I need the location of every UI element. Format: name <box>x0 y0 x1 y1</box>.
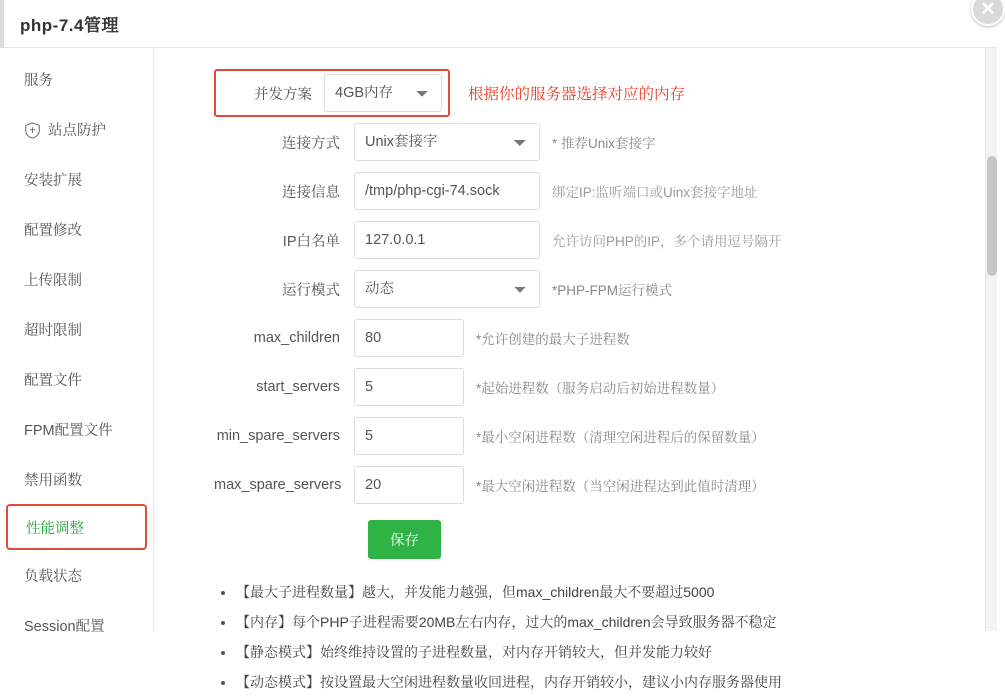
sidebar-item-label: 配置文件 <box>24 372 82 389</box>
notes-list <box>214 577 997 697</box>
list-item: • 【内存】每个PHP子进程需要20MB左右内存，过大的max_children会导致服务器不稳定 <box>236 607 997 637</box>
form-row-connection-info <box>214 172 997 210</box>
list-item: • 【最大子进程数量】越大，并发能力越强，但max_children最大不要超过5000 <box>236 577 997 607</box>
connection-info-input[interactable] <box>354 172 540 210</box>
page-title: php-7.4管理 <box>20 16 119 35</box>
sidebar-item-label: 配置修改 <box>24 222 82 239</box>
form-row-min-spare-servers <box>214 417 997 455</box>
min-spare-servers-hint: *最小空闲进程数（清理空闲进程后的保留数量） <box>476 430 765 445</box>
form-row-connection-type <box>214 123 997 161</box>
form-row-max-spare-servers <box>214 466 997 504</box>
sidebar-item-label: 负载状态 <box>24 568 82 585</box>
ip-whitelist-label: IP白名单 <box>282 233 340 250</box>
concurrency-plan-control <box>324 74 442 112</box>
sidebar-item-config-file[interactable] <box>0 354 153 404</box>
form-row-ip-whitelist <box>214 221 997 259</box>
sidebar-item-label: 性能调整 <box>26 520 84 537</box>
run-mode-select[interactable] <box>354 270 540 308</box>
sidebar-item-load-status[interactable] <box>0 550 153 600</box>
sidebar <box>0 48 154 635</box>
concurrency-plan-select[interactable] <box>324 74 442 112</box>
max-children-input[interactable] <box>354 319 464 357</box>
ip-whitelist-input[interactable] <box>354 221 540 259</box>
sidebar-item-disabled-functions[interactable] <box>0 454 153 504</box>
close-icon[interactable]: ✕ <box>971 0 1005 26</box>
start-servers-hint: *起始进程数（服务启动后初始进程数量） <box>476 381 725 396</box>
form-row-run-mode <box>214 270 997 308</box>
max-children-hint: *允许创建的最大子进程数 <box>476 332 630 347</box>
sidebar-item-site-protect[interactable] <box>0 104 153 154</box>
sidebar-item-session-config[interactable] <box>0 600 153 650</box>
sidebar-item-label: 超时限制 <box>24 322 82 339</box>
form-row-start-servers <box>214 368 997 406</box>
connection-info-hint: 绑定IP:监听端口或Uinx套接字地址 <box>552 185 758 200</box>
max-children-label: max_children <box>253 330 340 346</box>
sidebar-item-label: 上传限制 <box>24 272 82 289</box>
shield-icon <box>24 122 41 139</box>
form-row-max-children <box>214 319 997 357</box>
sidebar-item-label: 服务 <box>24 72 53 89</box>
connection-type-label: 连接方式 <box>282 135 340 152</box>
start-servers-input[interactable] <box>354 368 464 406</box>
list-item: • 【动态模式】按设置最大空闲进程数量收回进程，内存开销较小，建议小内存服务器使用 <box>236 667 997 697</box>
concurrency-plan-label: 并发方案 <box>254 86 312 103</box>
content-scrollbar[interactable] <box>985 48 997 631</box>
sidebar-item-timeout-limit[interactable] <box>0 304 153 354</box>
ip-whitelist-hint: 允许访问PHP的IP，多个请用逗号隔开 <box>552 234 782 249</box>
max-spare-servers-hint: *最大空闲进程数（当空闲进程达到此值时清理） <box>476 479 765 494</box>
connection-type-hint: * 推荐Unix套接字 <box>552 136 656 151</box>
sidebar-item-service[interactable] <box>0 54 153 104</box>
connection-info-label: 连接信息 <box>282 184 340 201</box>
min-spare-servers-input[interactable] <box>354 417 464 455</box>
sidebar-item-upload-limit[interactable] <box>0 254 153 304</box>
sidebar-item-label: 禁用函数 <box>24 472 82 489</box>
concurrency-plan-note: 根据你的服务器选择对应的内存 <box>468 86 686 103</box>
sidebar-item-label: 安装扩展 <box>24 172 82 189</box>
sidebar-item-performance-tuning[interactable] <box>6 504 147 550</box>
sidebar-item-label: Session配置 <box>24 618 105 635</box>
content-scrollbar-thumb[interactable] <box>987 156 997 276</box>
sidebar-item-label: 站点防护 <box>48 122 106 139</box>
max-spare-servers-label: max_spare_servers <box>214 477 342 493</box>
save-row <box>368 520 997 559</box>
start-servers-label: start_servers <box>256 379 340 395</box>
modal-body <box>0 48 997 690</box>
list-item: • 【静态模式】始终维持设置的子进程数量，对内存开销较大，但并发能力较好 <box>236 637 997 667</box>
connection-type-select[interactable] <box>354 123 540 161</box>
form-row-concurrency-plan <box>214 74 997 112</box>
sidebar-item-fpm-config-file[interactable] <box>0 404 153 454</box>
run-mode-label: 运行模式 <box>282 282 340 299</box>
performance-tuning-form <box>154 48 997 690</box>
modal-header <box>0 0 997 48</box>
sidebar-item-config-modify[interactable] <box>0 204 153 254</box>
max-spare-servers-input[interactable] <box>354 466 464 504</box>
min-spare-servers-label: min_spare_servers <box>216 428 340 444</box>
sidebar-item-label: FPM配置文件 <box>24 422 113 439</box>
save-button[interactable]: 保存 <box>368 520 441 559</box>
sidebar-item-install-ext[interactable] <box>0 154 153 204</box>
run-mode-hint: *PHP-FPM运行模式 <box>552 283 673 298</box>
concurrency-plan-highlight-box <box>214 69 450 117</box>
